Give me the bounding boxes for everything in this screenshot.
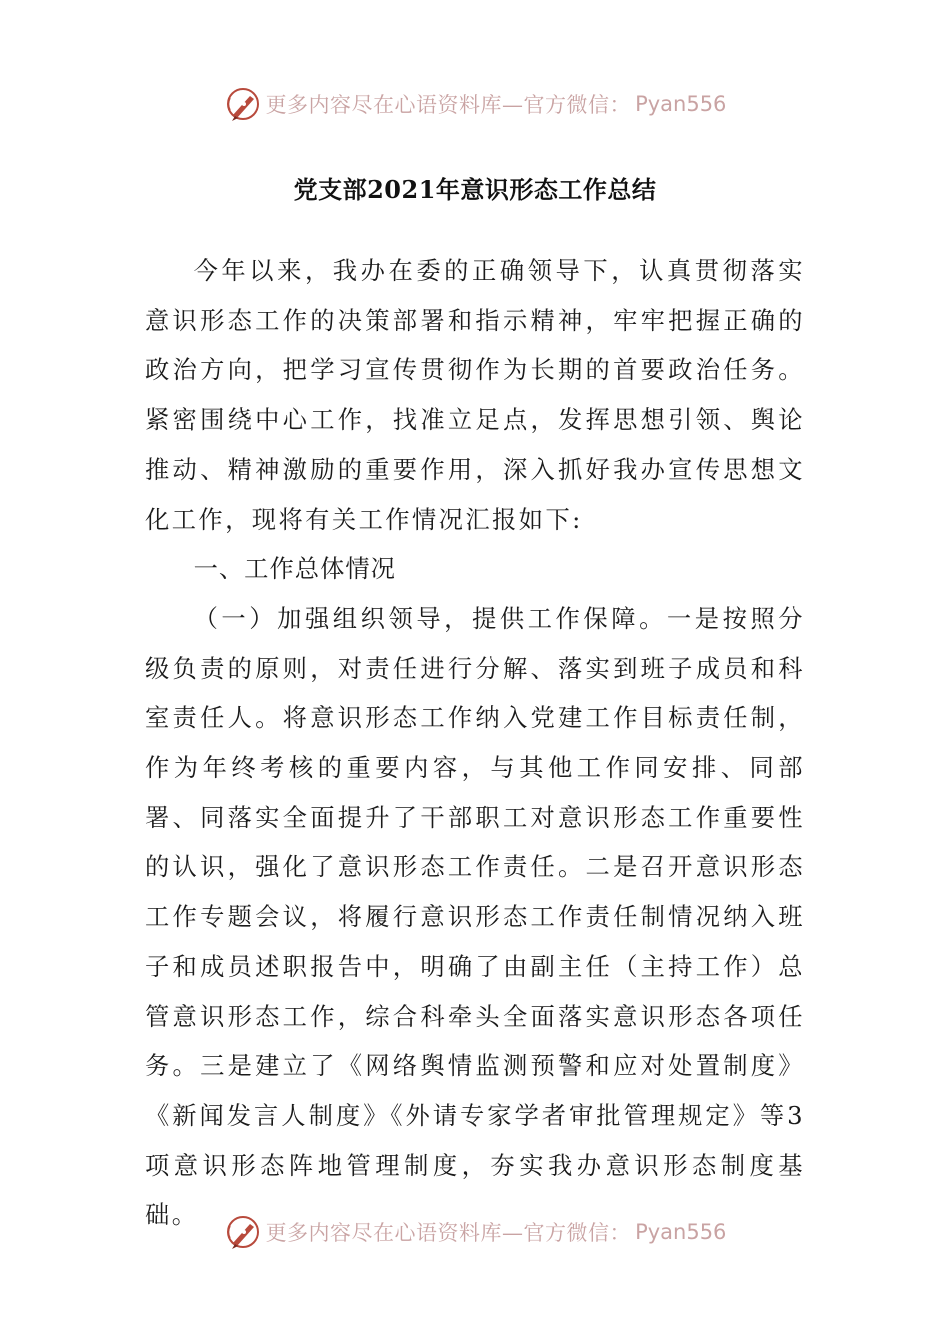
pen-nib-logo-icon xyxy=(224,85,262,123)
watermark-wechat-id: Pyan556 xyxy=(635,92,727,116)
watermark-text: 更多内容尽在心语资料库—官方微信： xyxy=(265,1221,632,1245)
watermark-text: 更多内容尽在心语资料库—官方微信： xyxy=(265,93,632,117)
body-paragraph: （一）加强组织领导，提供工作保障。一是按照分级负责的原则，对责任进行分解、落实到班子成员和科室责任人。将意识形态工作纳入党建工作目标责任制，作为年终考核的重要内容，与其他工作同安排、同部署、同落实全面提升了干部职工对意识形态工作重要性的认识，强化了意识形态工作责任。二是召开意识形态工作专题会议，将履行意识形态工作责任制情况纳入班子和成员述职报告中，明确了由副主任（主持工作）总管意识形态工作，综合科牵头全面落实意识形态各项任务。三是建立了《网络舆情监测预警和应对处置制度》《新闻发言人制度》《外请专家学者审批管理规定》等3项意识形态阵地管理制度，夯实我办意识形态制度基础。 xyxy=(145,603,805,1230)
footer-watermark xyxy=(0,1208,950,1256)
watermark-wechat-id: Pyan556 xyxy=(635,1220,727,1244)
pen-nib-logo-icon xyxy=(224,1213,262,1251)
document-title: 党支部2021年意识形态工作总结 xyxy=(293,175,657,204)
document-body xyxy=(145,246,805,1240)
header-watermark xyxy=(0,80,950,128)
intro-paragraph: 今年以来，我办在委的正确领导下，认真贯彻落实意识形态工作的决策部署和指示精神，牢牢把握正确的政治方向，把学习宣传贯彻作为长期的首要政治任务。紧密围绕中心工作，找准立足点，发挥思想引领、舆论推动、精神激励的重要作用，深入抓好我办宣传思想文化工作，现将有关工作情况汇报如下: xyxy=(145,256,805,534)
section-heading: 一、工作总体情况 xyxy=(193,554,396,584)
